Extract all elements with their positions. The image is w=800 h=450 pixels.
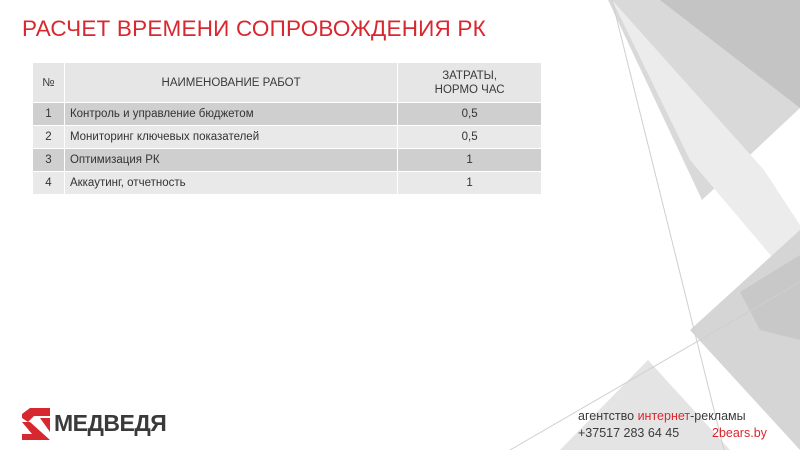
row-number: 1 [33, 103, 65, 126]
table-row [33, 149, 542, 172]
row-cost: 0,5 [398, 103, 542, 126]
logo-wordmark: МЕДВЕДЯ [54, 410, 167, 436]
works-table [32, 62, 542, 195]
row-number: 2 [33, 126, 65, 149]
row-number: 4 [33, 172, 65, 195]
agency-tagline [578, 408, 778, 425]
header-cost-line1: ЗАТРАТЫ, [442, 69, 498, 82]
row-work-name: Оптимизация РК [64, 149, 397, 172]
row-work-name: Аккаутинг, отчетность [64, 172, 397, 195]
tagline-part-3: -рекламы [690, 409, 746, 423]
table-row [33, 172, 542, 195]
company-logo [20, 408, 167, 440]
table-row [33, 126, 542, 149]
website-link[interactable]: 2bears.by [712, 426, 767, 440]
row-number: 3 [33, 149, 65, 172]
row-cost: 0,5 [398, 126, 542, 149]
header-cost [398, 63, 542, 103]
phone-number: +37517 283 64 45 [578, 426, 680, 440]
page-title: РАСЧЕТ ВРЕМЕНИ СОПРОВОЖДЕНИЯ РК [22, 16, 486, 41]
table-row [33, 103, 542, 126]
header-work-name: НАИМЕНОВАНИЕ РАБОТ [64, 63, 397, 103]
table-header-row [33, 63, 542, 103]
row-work-name: Контроль и управление бюджетом [64, 103, 397, 126]
tagline-part-1: агентство [578, 409, 638, 423]
bear-paw-logo-icon [20, 408, 54, 440]
tagline-accent: интернет [637, 409, 691, 423]
header-number: № [33, 63, 65, 103]
row-work-name: Мониторинг ключевых показателей [64, 126, 397, 149]
row-cost: 1 [398, 149, 542, 172]
contact-row [578, 425, 778, 442]
header-cost-line2: НОРМО ЧАС [434, 83, 505, 96]
contact-block [578, 408, 778, 442]
row-cost: 1 [398, 172, 542, 195]
